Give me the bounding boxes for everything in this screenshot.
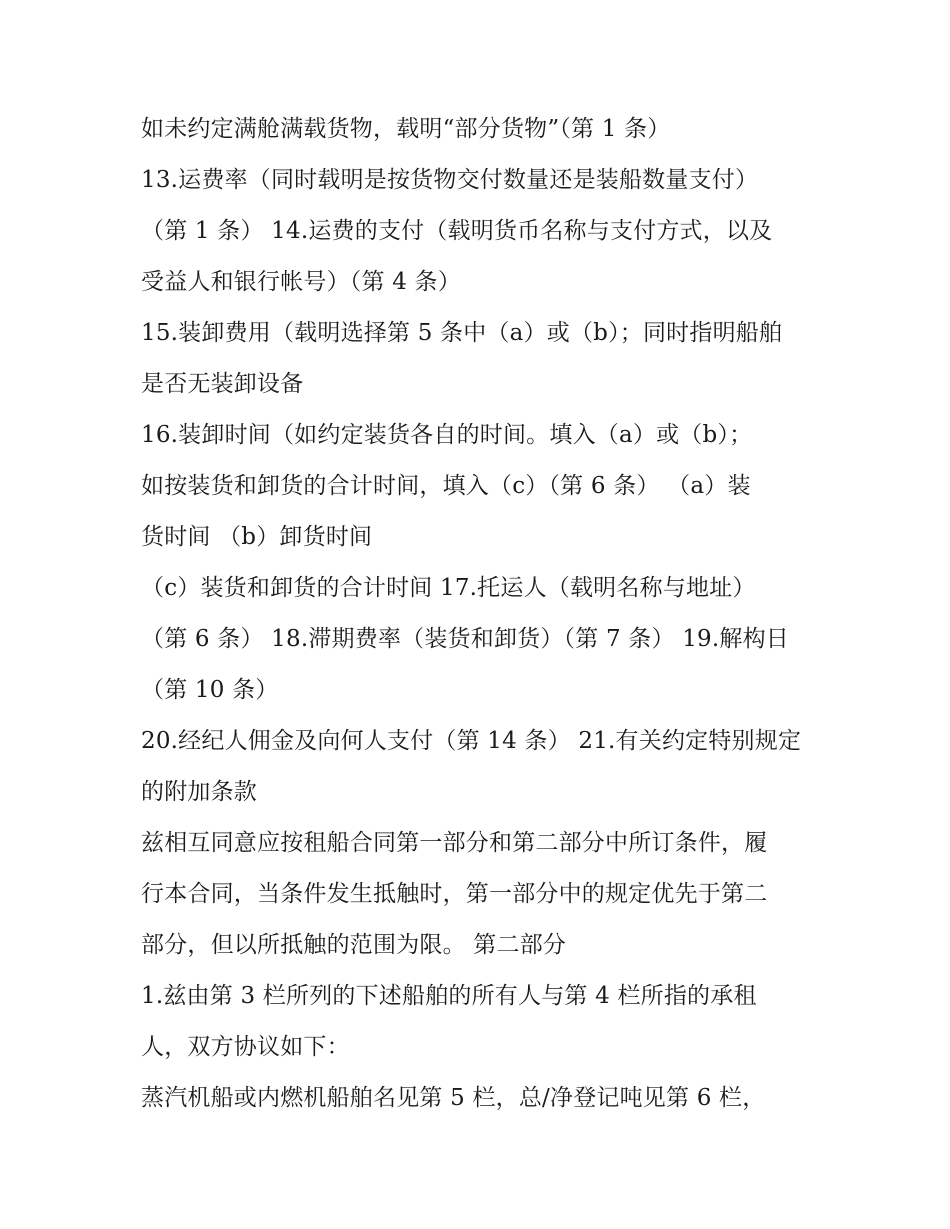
text-line: 兹相互同意应按租船合同第一部分和第二部分中所订条件，履 xyxy=(141,830,768,856)
text-line: （第 10 条） xyxy=(141,677,279,703)
text-line: （第 1 条） 14.运费的支付（载明货币名称与支付方式，以及 xyxy=(141,218,773,244)
text-line: 人，双方协议如下： xyxy=(141,1034,350,1060)
text-line: 是否无装卸设备 xyxy=(141,371,304,397)
text-line: 行本合同，当条件发生抵触时，第一部分中的规定优先于第二 xyxy=(141,881,768,907)
text-line: 15.装卸费用（载明选择第 5 条中（a）或（b）；同时指明船舶 xyxy=(141,320,783,346)
text-line: （第 6 条） 18.滞期费率（装货和卸货）（第 7 条） 19.解构日 xyxy=(141,626,789,652)
text-line: 的附加条款 xyxy=(141,779,257,805)
document-body xyxy=(141,108,821,1128)
text-line: 货时间 （b）卸货时间 xyxy=(141,524,373,550)
text-line: 1.兹由第 3 栏所列的下述船舶的所有人与第 4 栏所指的承租 xyxy=(141,983,757,1009)
text-line: 受益人和银行帐号）（第 4 条） xyxy=(141,269,461,295)
text-line: 部分，但以所抵触的范围为限。 第二部分 xyxy=(141,932,567,958)
text-line: 16.装卸时间（如约定装货各自的时间。填入（a）或（b）； xyxy=(141,422,753,448)
text-line: 13.运费率（同时载明是按货物交付数量还是装船数量支付） xyxy=(141,167,759,193)
text-line: 蒸汽机船或内燃机船舶名见第 5 栏，总/净登记吨见第 6 栏， xyxy=(141,1085,766,1111)
text-line: （c）装货和卸货的合计时间 17.托运人（载明名称与地址） xyxy=(141,575,756,601)
text-line: 如未约定满舱满载货物，载明“部分货物”（第 1 条） xyxy=(141,116,671,142)
text-line: 如按装货和卸货的合计时间，填入（c）（第 6 条） （a）装 xyxy=(141,473,751,499)
text-line: 20.经纪人佣金及向何人支付（第 14 条） 21.有关约定特别规定 xyxy=(141,728,802,754)
